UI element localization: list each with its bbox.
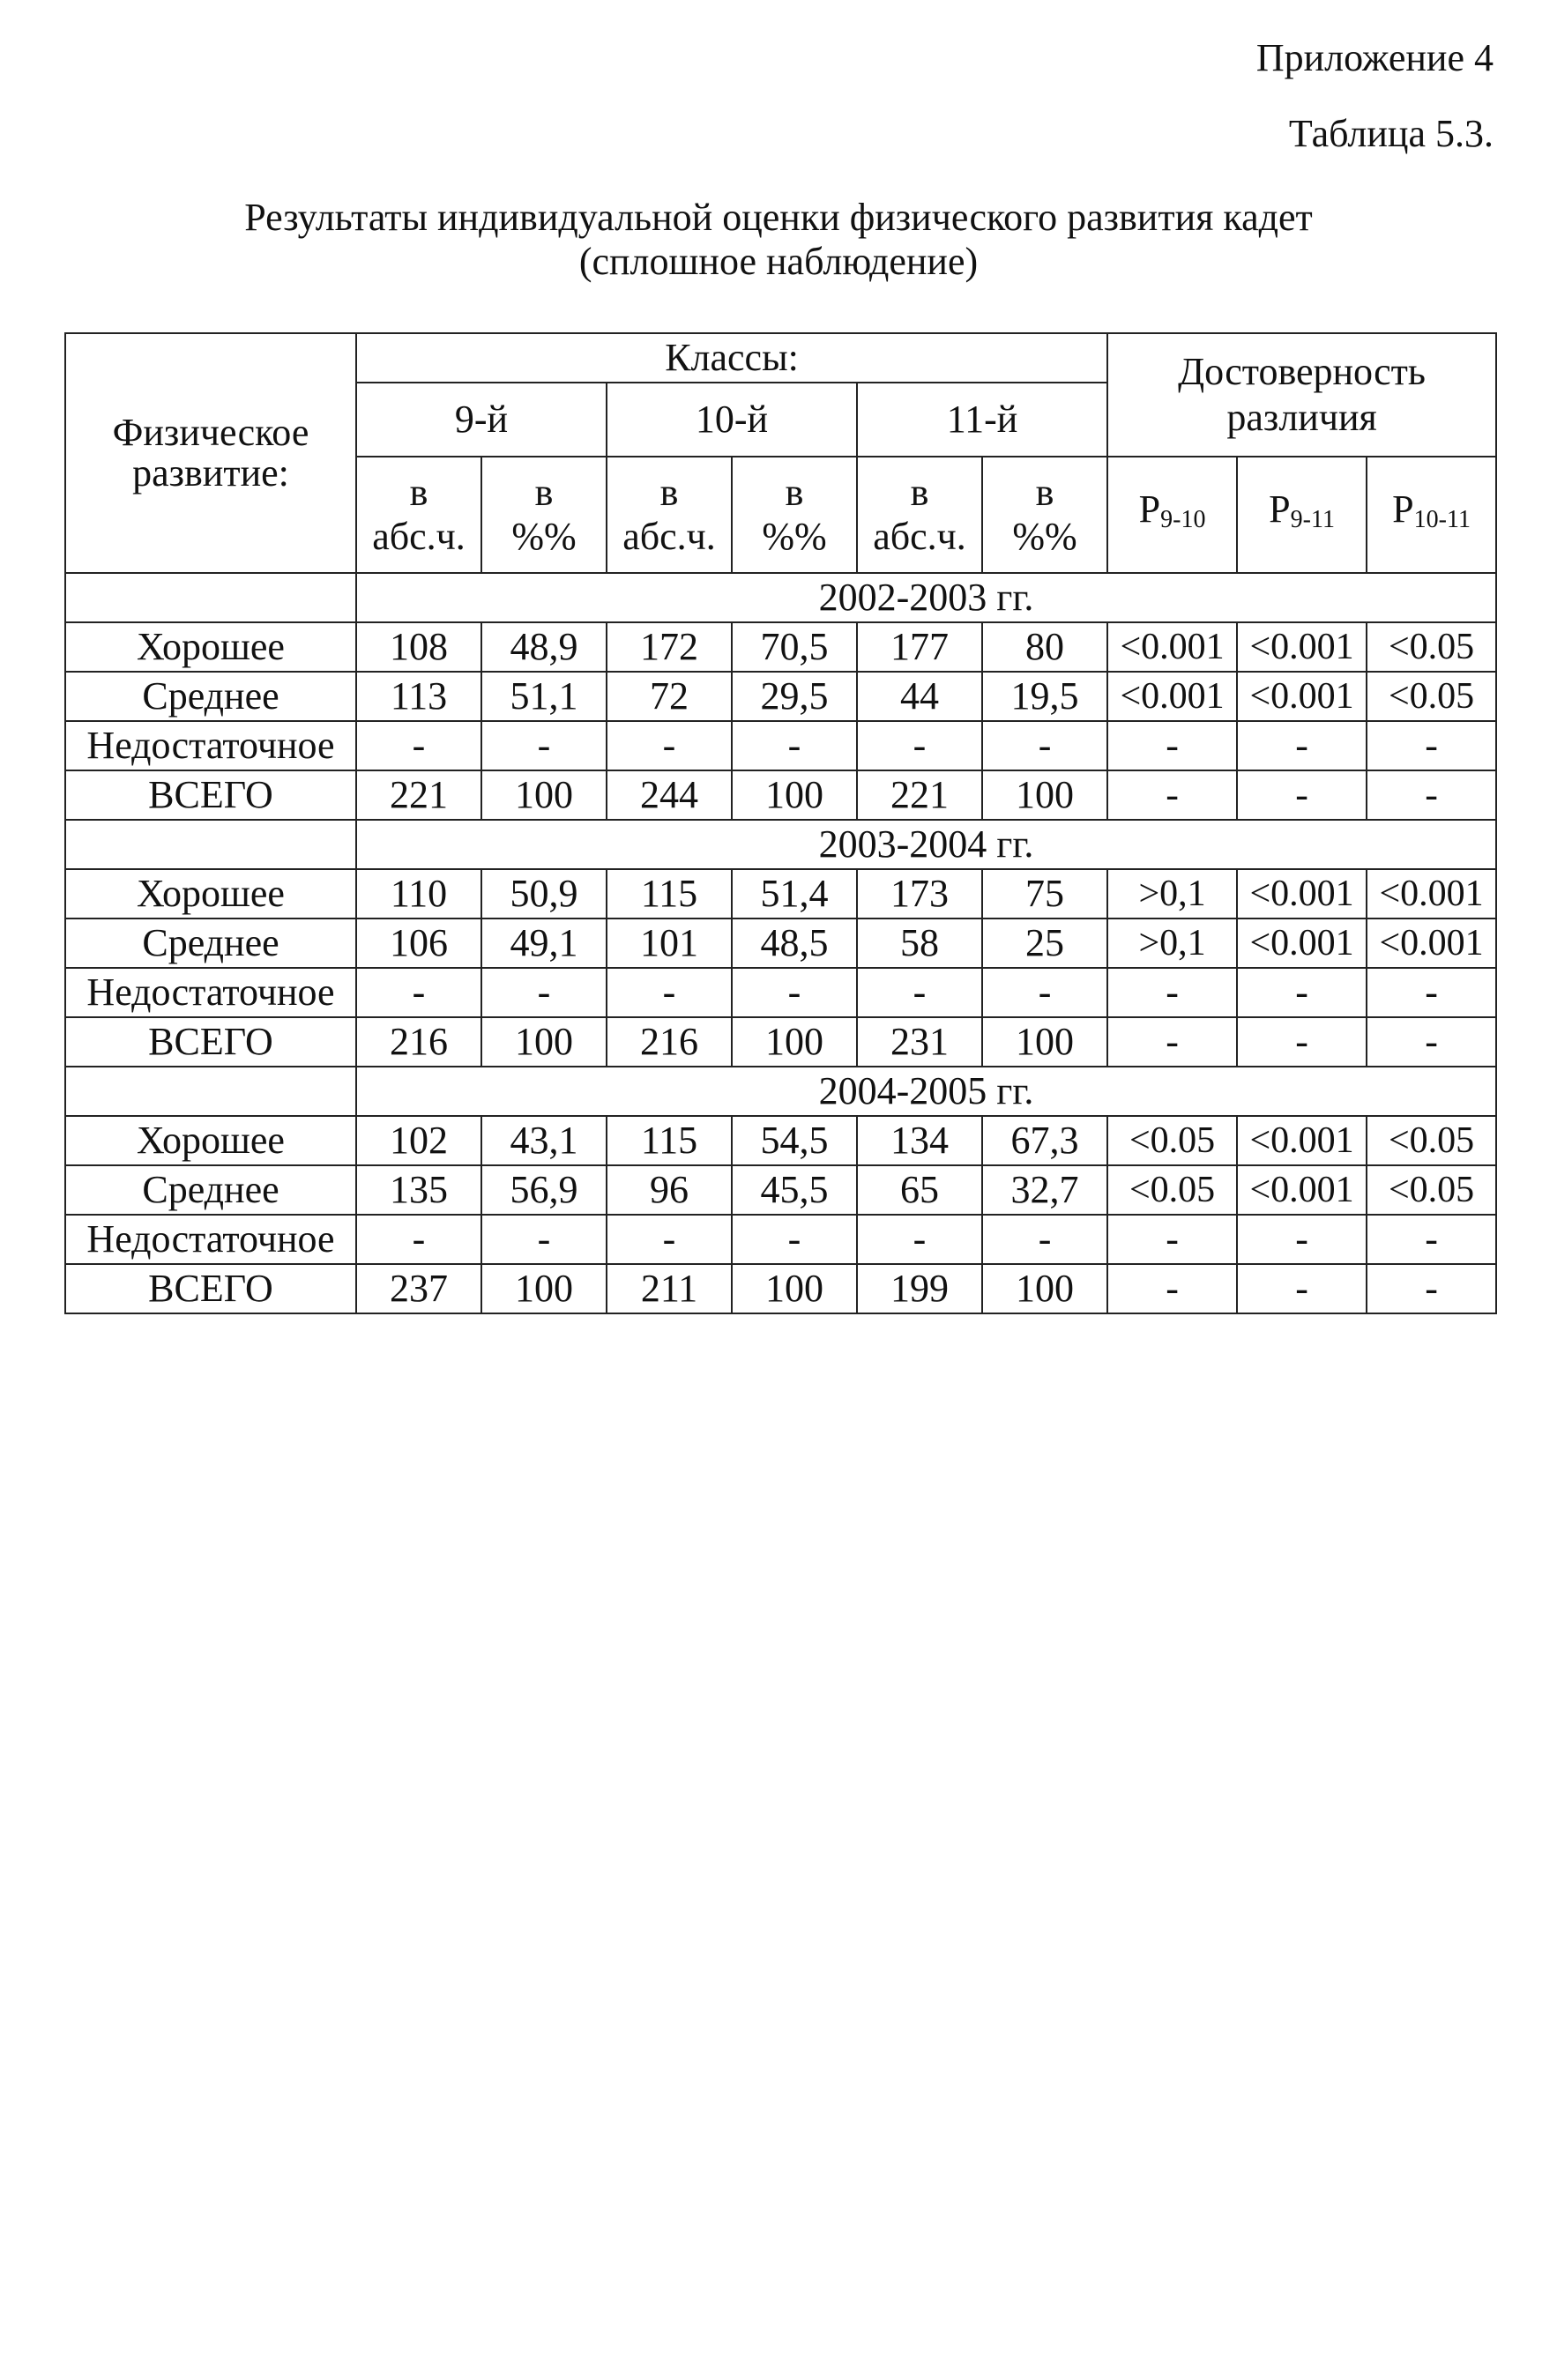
significance-cell: <0.05 <box>1107 1165 1237 1215</box>
row-label: Недостаточное <box>65 721 356 770</box>
significance-cell: <0.05 <box>1367 672 1496 721</box>
significance-cell: - <box>1367 1215 1496 1264</box>
period-row <box>65 573 1496 622</box>
row-label: Хорошее <box>65 1116 356 1165</box>
table-cell: 29,5 <box>732 672 857 721</box>
significance-cell: <0.05 <box>1367 1116 1496 1165</box>
table-cell: 113 <box>356 672 481 721</box>
row-label: Недостаточное <box>65 1215 356 1264</box>
table-number: Таблица 5.3. <box>1288 112 1494 155</box>
table-cell: 231 <box>857 1017 982 1067</box>
table-row <box>65 770 1496 820</box>
table-cell: - <box>982 721 1107 770</box>
subheader-pct-grade-9 <box>481 457 607 573</box>
table-cell: 32,7 <box>982 1165 1107 1215</box>
table-row <box>65 1165 1496 1215</box>
period-label: 2003-2004 гг. <box>356 820 1496 869</box>
table-cell: 177 <box>857 622 982 672</box>
subheader-line: в <box>910 471 929 514</box>
significance-cell: - <box>1367 968 1496 1017</box>
significance-cell: - <box>1107 721 1237 770</box>
table-cell: 58 <box>857 919 982 968</box>
title-line-1: Результаты индивидуальной оценки физического развития кадет <box>244 196 1313 239</box>
table-title <box>0 196 1557 284</box>
table-cell: 108 <box>356 622 481 672</box>
subheader-line: абс.ч. <box>622 515 716 558</box>
p-subscript: 9-10 <box>1160 506 1206 533</box>
row-label: ВСЕГО <box>65 1017 356 1067</box>
table-cell: 173 <box>857 869 982 919</box>
subheader-abs-grade-10 <box>607 457 732 573</box>
table-cell: - <box>607 968 732 1017</box>
table-row <box>65 1215 1496 1264</box>
significance-cell: <0.001 <box>1237 919 1367 968</box>
significance-cell: <0.05 <box>1107 1116 1237 1165</box>
p-symbol: P <box>1392 487 1414 531</box>
table-cell: 19,5 <box>982 672 1107 721</box>
table-cell: 96 <box>607 1165 732 1215</box>
subheader-line: в <box>659 471 679 514</box>
table-row <box>65 968 1496 1017</box>
significance-cell: - <box>1237 1017 1367 1067</box>
table-cell: 211 <box>607 1264 732 1313</box>
p-subscript: 9-11 <box>1290 506 1335 533</box>
header-classes: Классы: <box>356 333 1107 383</box>
table-cell: 100 <box>732 1017 857 1067</box>
table-cell: - <box>857 968 982 1017</box>
row-label: Среднее <box>65 1165 356 1215</box>
subheader-line: в <box>409 471 428 514</box>
table-cell: - <box>732 721 857 770</box>
results-table <box>64 332 1497 1314</box>
header-reliability: Достоверность различия <box>1107 333 1496 457</box>
table-cell: 244 <box>607 770 732 820</box>
significance-cell: - <box>1367 770 1496 820</box>
significance-cell: <0.001 <box>1237 1116 1367 1165</box>
table-cell: 100 <box>982 1264 1107 1313</box>
period-label: 2004-2005 гг. <box>356 1067 1496 1116</box>
row-label: Недостаточное <box>65 968 356 1017</box>
table-cell: 134 <box>857 1116 982 1165</box>
table-cell: 100 <box>982 770 1107 820</box>
table-cell: 100 <box>481 1017 607 1067</box>
significance-cell: - <box>1237 1264 1367 1313</box>
significance-cell: - <box>1237 1215 1367 1264</box>
table-cell: 106 <box>356 919 481 968</box>
subheader-abs-grade-11 <box>857 457 982 573</box>
significance-cell: - <box>1107 1215 1237 1264</box>
significance-cell: >0,1 <box>1107 919 1237 968</box>
significance-cell: <0.001 <box>1107 672 1237 721</box>
p-symbol: P <box>1269 487 1291 531</box>
table-cell: 80 <box>982 622 1107 672</box>
table-cell: 115 <box>607 869 732 919</box>
table-cell: 43,1 <box>481 1116 607 1165</box>
significance-cell: <0.001 <box>1237 672 1367 721</box>
table-cell: 101 <box>607 919 732 968</box>
row-label: Хорошее <box>65 869 356 919</box>
table-cell: 100 <box>732 1264 857 1313</box>
significance-cell: - <box>1237 968 1367 1017</box>
table-cell: 65 <box>857 1165 982 1215</box>
table-cell: - <box>732 1215 857 1264</box>
period-row <box>65 820 1496 869</box>
table-header <box>65 333 1496 573</box>
table-cell: 72 <box>607 672 732 721</box>
subheader-line: абс.ч. <box>372 515 466 558</box>
table-cell: 56,9 <box>481 1165 607 1215</box>
table-row <box>65 721 1496 770</box>
period-blank-cell <box>65 573 356 622</box>
header-grade-11: 11-й <box>857 383 1107 457</box>
table-cell: 48,5 <box>732 919 857 968</box>
table-cell: 25 <box>982 919 1107 968</box>
table-cell: 70,5 <box>732 622 857 672</box>
table-cell: - <box>732 968 857 1017</box>
table-cell: - <box>607 1215 732 1264</box>
table-cell: - <box>481 1215 607 1264</box>
subheader-line: в <box>785 471 804 514</box>
period-row <box>65 1067 1496 1116</box>
subheader-line: в <box>1035 471 1054 514</box>
table-cell: 100 <box>481 770 607 820</box>
table-cell: - <box>982 968 1107 1017</box>
table-cell: 115 <box>607 1116 732 1165</box>
table-row <box>65 672 1496 721</box>
table-row <box>65 622 1496 672</box>
table-row <box>65 1116 1496 1165</box>
significance-cell: - <box>1107 1264 1237 1313</box>
table-cell: 67,3 <box>982 1116 1107 1165</box>
p-subscript: 10-11 <box>1413 506 1471 533</box>
table-cell: 102 <box>356 1116 481 1165</box>
subheader-p-9-11 <box>1237 457 1367 573</box>
table-body <box>65 573 1496 1313</box>
row-label: Среднее <box>65 672 356 721</box>
significance-cell: - <box>1367 721 1496 770</box>
significance-cell: <0.001 <box>1107 622 1237 672</box>
table-cell: 237 <box>356 1264 481 1313</box>
row-label: ВСЕГО <box>65 770 356 820</box>
table-cell: 216 <box>356 1017 481 1067</box>
subheader-line: в <box>534 471 554 514</box>
significance-cell: <0.001 <box>1367 919 1496 968</box>
subheader-p-9-10 <box>1107 457 1237 573</box>
appendix-label: Приложение 4 <box>1255 36 1494 79</box>
header-physical-development: Физическое развитие: <box>65 333 356 573</box>
table-cell: 100 <box>982 1017 1107 1067</box>
table-cell: 100 <box>732 770 857 820</box>
p-symbol: P <box>1138 487 1161 531</box>
table-cell: 221 <box>356 770 481 820</box>
table-cell: - <box>857 1215 982 1264</box>
table-cell: 199 <box>857 1264 982 1313</box>
significance-cell: - <box>1237 770 1367 820</box>
table-cell: 100 <box>481 1264 607 1313</box>
significance-cell: - <box>1367 1017 1496 1067</box>
significance-cell: >0,1 <box>1107 869 1237 919</box>
significance-cell: - <box>1237 721 1367 770</box>
subheader-p-10-11 <box>1367 457 1496 573</box>
table-cell: - <box>481 968 607 1017</box>
period-blank-cell <box>65 820 356 869</box>
significance-cell: <0.05 <box>1367 622 1496 672</box>
header-grade-10: 10-й <box>607 383 857 457</box>
subheader-line: абс.ч. <box>873 515 966 558</box>
table-row <box>65 1264 1496 1313</box>
title-line-2: (сплошное наблюдение) <box>578 240 979 283</box>
subheader-abs-grade-9 <box>356 457 481 573</box>
table-cell: 75 <box>982 869 1107 919</box>
period-label: 2002-2003 гг. <box>356 573 1496 622</box>
significance-cell: <0.001 <box>1367 869 1496 919</box>
significance-cell: - <box>1107 770 1237 820</box>
significance-cell: - <box>1107 968 1237 1017</box>
significance-cell: - <box>1367 1264 1496 1313</box>
table-cell: 51,1 <box>481 672 607 721</box>
subheader-line: %% <box>511 515 577 558</box>
significance-cell: <0.001 <box>1237 869 1367 919</box>
table-cell: - <box>982 1215 1107 1264</box>
header-grade-9: 9-й <box>356 383 607 457</box>
period-blank-cell <box>65 1067 356 1116</box>
table-cell: 50,9 <box>481 869 607 919</box>
table-cell: 221 <box>857 770 982 820</box>
table-row <box>65 919 1496 968</box>
table-cell: - <box>356 1215 481 1264</box>
row-label: Среднее <box>65 919 356 968</box>
significance-cell: - <box>1107 1017 1237 1067</box>
table-cell: 216 <box>607 1017 732 1067</box>
table-cell: - <box>356 968 481 1017</box>
table-row <box>65 1017 1496 1067</box>
row-label: Хорошее <box>65 622 356 672</box>
table-row <box>65 869 1496 919</box>
table-cell: 51,4 <box>732 869 857 919</box>
table-cell: 44 <box>857 672 982 721</box>
subheader-pct-grade-11 <box>982 457 1107 573</box>
table-cell: 45,5 <box>732 1165 857 1215</box>
significance-cell: <0.001 <box>1237 622 1367 672</box>
table-cell: 135 <box>356 1165 481 1215</box>
table-cell: 49,1 <box>481 919 607 968</box>
table-cell: - <box>607 721 732 770</box>
table-cell: - <box>481 721 607 770</box>
subheader-line: %% <box>762 515 827 558</box>
table-cell: 110 <box>356 869 481 919</box>
subheader-line: %% <box>1012 515 1077 558</box>
table-cell: 54,5 <box>732 1116 857 1165</box>
significance-cell: <0.05 <box>1367 1165 1496 1215</box>
table-cell: 172 <box>607 622 732 672</box>
table-cell: 48,9 <box>481 622 607 672</box>
table-cell: - <box>857 721 982 770</box>
subheader-pct-grade-10 <box>732 457 857 573</box>
row-label: ВСЕГО <box>65 1264 356 1313</box>
table-cell: - <box>356 721 481 770</box>
significance-cell: <0.001 <box>1237 1165 1367 1215</box>
